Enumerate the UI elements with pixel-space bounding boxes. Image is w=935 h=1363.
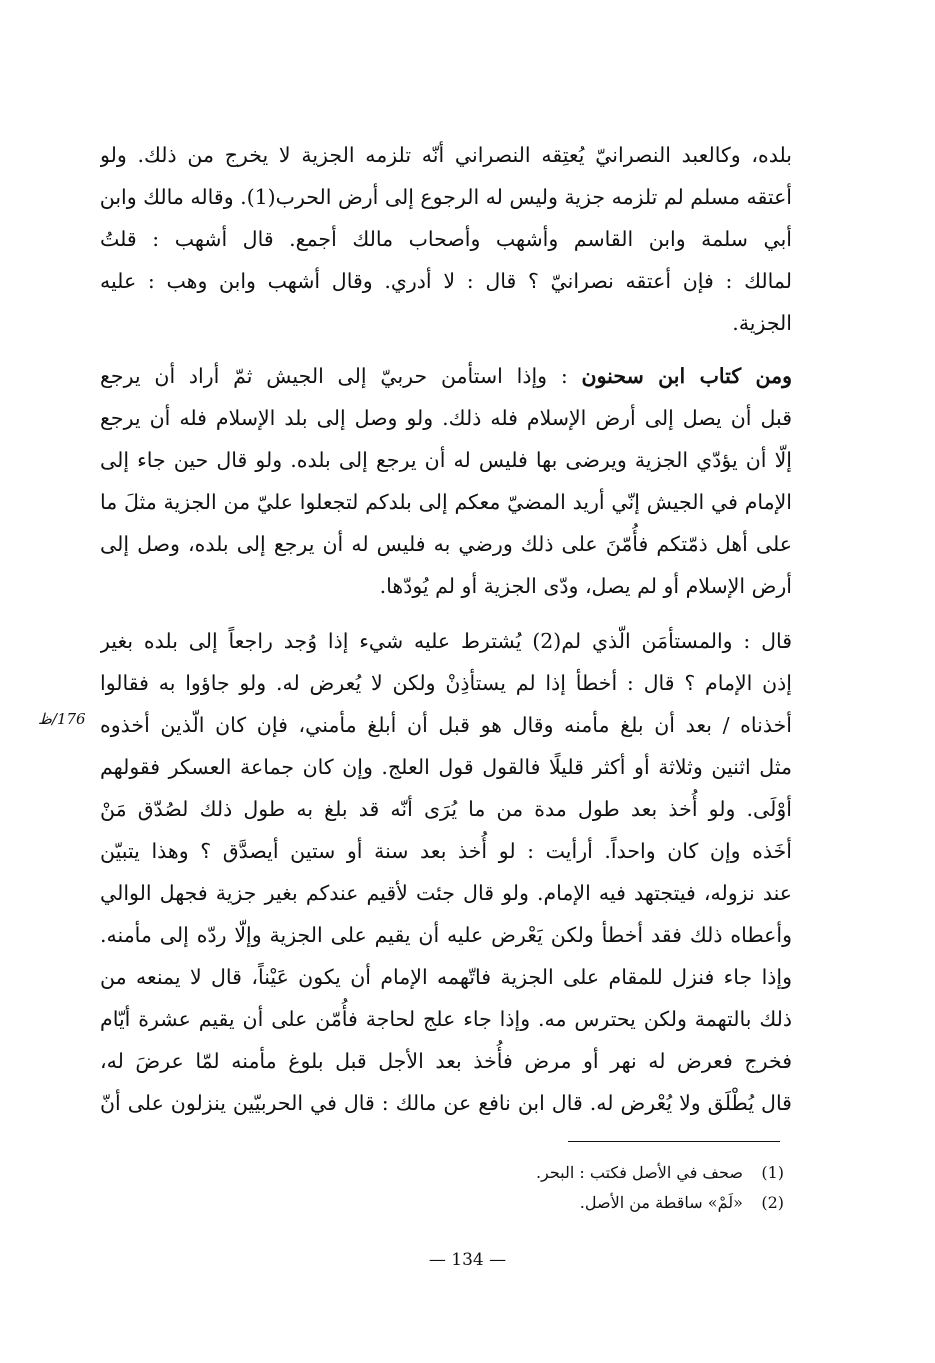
page-number: — 134 — [428,1250,507,1270]
text-line: إذن الإمام ؟ قال : أخطأ إذا لم يستأذِنْ ولكن لا يُعرض له. ولو جاؤوا به فقالوا [100,671,792,695]
text-line: وأعطاه ذلك فقد أخطأ ولكن يَعْرض عليه أن يقيم على الجزية وإلّا ردّه إلى مأمنه. [100,923,792,947]
footnote-number: (2) [761,1193,784,1212]
text-line: ذلك بالتهمة ولكن يحترس مه. وإذا جاء علج لحاجة فأُمّن على أن يقيم عشرة أيّام [100,1007,792,1031]
text-line: إلّا أن يؤدّي الجزية ويرضى بها فليس له أن يرجع إلى بلده. ولو قال حين جاء إلى [100,448,792,472]
text-line: فخرج فعرض له نهر أو مرض فأُخذ بعد الأجل قبل بلوغ مأمنه لمّا عرضَ له، [100,1049,792,1073]
footnote-1 [420,1158,784,1188]
text-line: أرض الإسلام أو لم يصل، ودّى الجزية أو لم يُودّها. [379,574,792,598]
source-title: ومن كتاب ابن سحنون [581,364,792,388]
footnote-divider [568,1141,780,1142]
text-line: قال يُطْلَق ولا يُعْرض له. قال ابن نافع عن مالك : قال في الحربيّين ينزلون على أنّ [100,1091,792,1115]
text-line: وإذا جاء فنزل للمقام على الجزية فاتّهمه الإمام أن يكون عَيْناً، قال لا يمنعه من [100,965,792,989]
footnote-2 [420,1188,784,1218]
paragraph-3 [100,620,792,1124]
text-line: أوْلَى. ولو أُخذ بعد طول مدة من ما يُرَى أنّه قد بلغ به طول ذلك لصُدّق مَنْ [100,797,792,821]
text-line: قال : والمستأمَن الّذي لم(2) يُشترط عليه شيء إذا وُجد راجعاً إلى بلده بغير [100,629,792,653]
footnote-text: «لَمْ» ساقطة من الأصل. [579,1193,743,1212]
text-line: عند نزوله، فيتجتهد فيه الإمام. ولو قال جئت لأقيم عندكم بغير جزية فجهل الوالي [100,881,792,905]
text-line: بلده، وكالعبد النصرانيّ يُعتِقه النصراني أنّه تلزمه الجزية لا يخرج من ذلك. ولو [100,143,792,167]
text-line: الجزية. [732,311,792,335]
margin-folio-note: 176/ظ [38,710,86,728]
text-line: مثل اثنين وثلاثة أو أكثر قليلًا فالقول قول العلج. وإن كان جماعة العسكر فقولهم [100,755,792,779]
paragraph-2 [100,355,792,607]
footnote-text: صحف في الأصل فكتب : البحر. [535,1163,743,1182]
footnotes [420,1158,784,1218]
text-line: قبل أن يصل إلى أرض الإسلام فله ذلك. ولو وصل إلى بلد الإسلام فله أن يرجع [100,406,792,430]
text-line: لمالك : فإن أعتقه نصرانيّ ؟ قال : لا أدري. وقال أشهب وابن وهب : عليه [100,269,792,293]
text-line-rest: : وإذا استأمن حربيّ إلى الجيش ثمّ أراد أن يرجع [100,364,582,388]
paragraph-1 [100,134,792,344]
text-line: أبي سلمة وابن القاسم وأشهب وأصحاب مالك أجمع. قال أشهب : قلتُ [100,227,792,251]
text-line [100,355,792,397]
text-line: الإمام في الجيش إنّي أريد المضيّ معكم إلى بلدكم لتجعلوا عليّ من الجزية مثلَ ما [100,490,792,514]
text-line: على أهل ذمّتكم فأُمّنَ على ذلك ورضي به فليس له أن يرجع إلى بلده، وصل إلى [100,532,792,556]
footnote-number: (1) [761,1163,784,1182]
text-line: أخَذه وإن كان واحداً. أرأيت : لو أُخذ بعد سنة أو ستين أيصدَّق ؟ وهذا يتبيّن [100,839,792,863]
text-line: أعتقه مسلم لم تلزمه جزية وليس له الرجوع إلى أرض الحرب(1). وقاله مالك وابن [100,185,792,209]
text-line: أخذناه / بعد أن بلغ مأمنه وقال هو قبل أن أبلغ مأمني، فإن كان الّذين أخذوه [100,713,792,737]
